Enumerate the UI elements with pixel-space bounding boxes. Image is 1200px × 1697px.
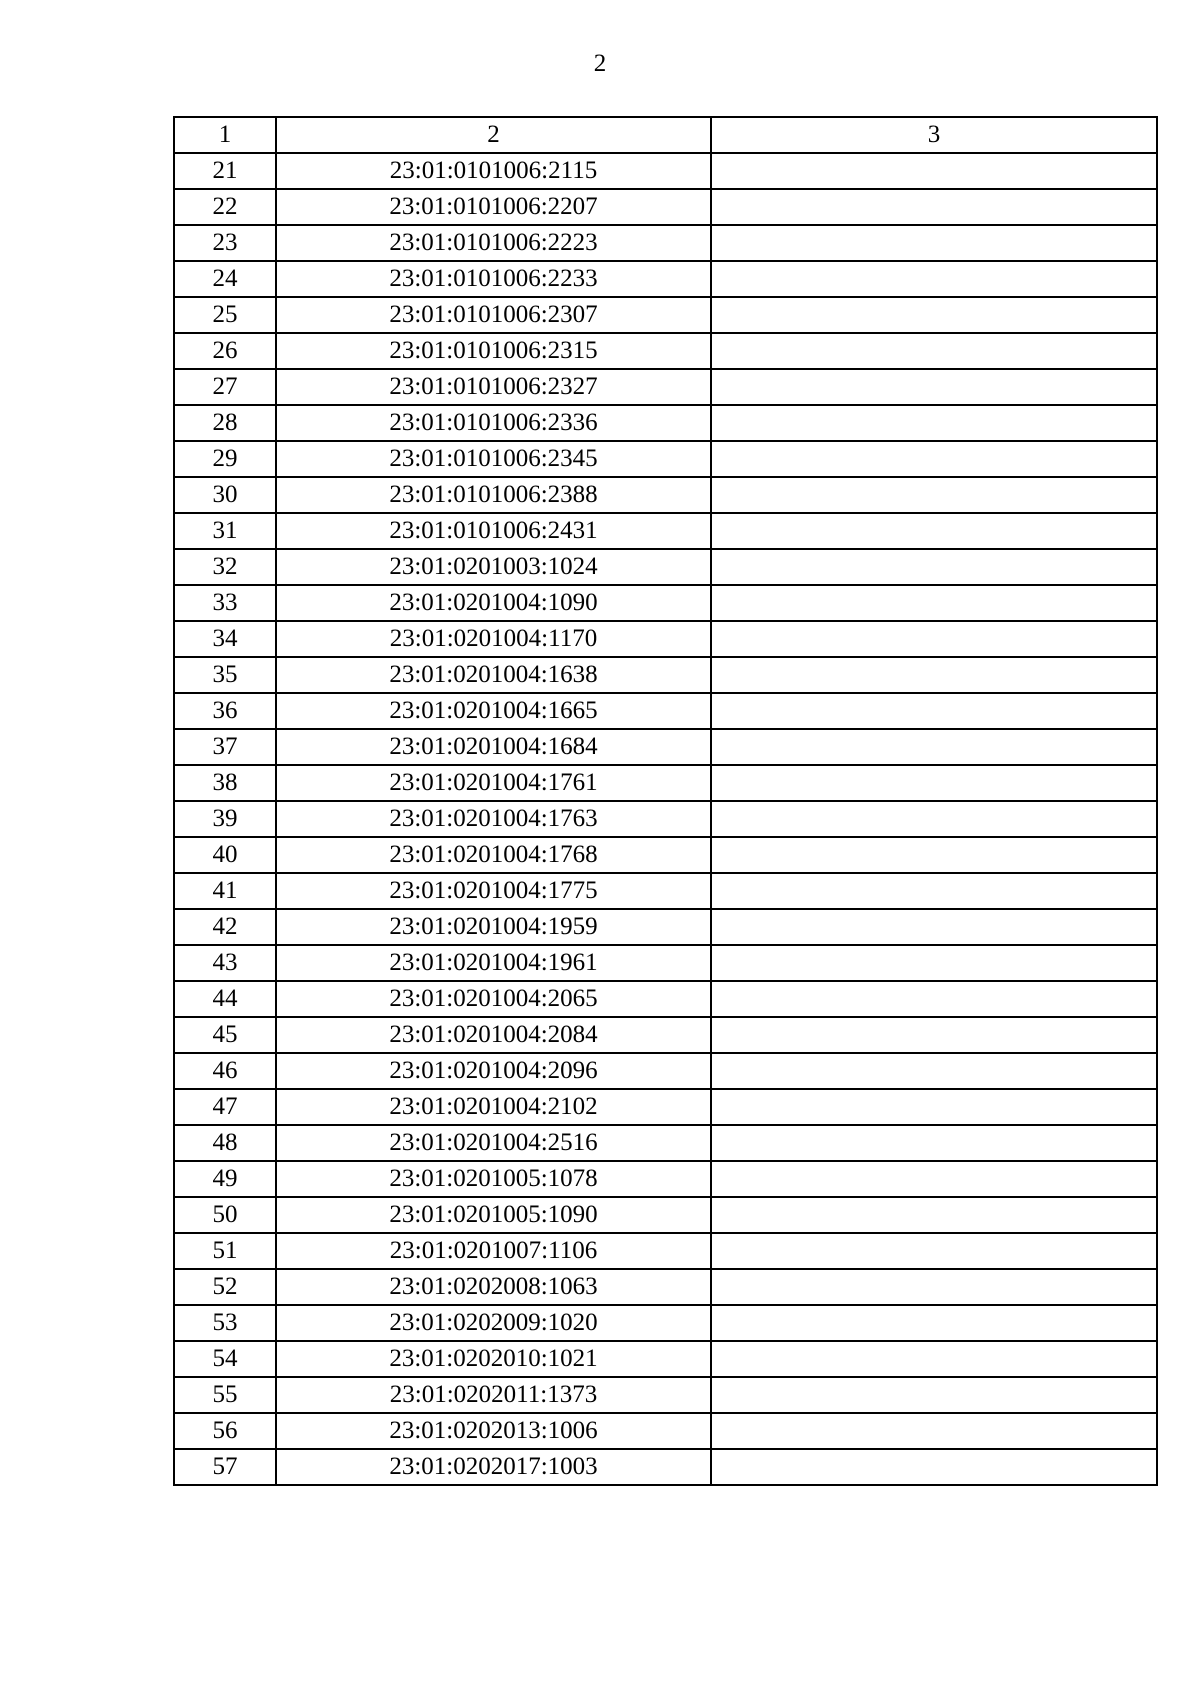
table-row — [174, 1089, 1157, 1125]
row-number-cell: 50 — [174, 1197, 276, 1233]
row-number-cell: 56 — [174, 1413, 276, 1449]
table-row — [174, 441, 1157, 477]
table-row — [174, 981, 1157, 1017]
row-number-cell: 38 — [174, 765, 276, 801]
cadastral-number-cell: 23:01:0201004:2516 — [276, 1125, 711, 1161]
cadastral-number-cell: 23:01:0201004:1684 — [276, 729, 711, 765]
table-row — [174, 1233, 1157, 1269]
empty-cell — [711, 765, 1157, 801]
table-row — [174, 801, 1157, 837]
table-row — [174, 333, 1157, 369]
cadastral-number-cell: 23:01:0101006:2233 — [276, 261, 711, 297]
empty-cell — [711, 153, 1157, 189]
cadastral-number-cell: 23:01:0201004:1761 — [276, 765, 711, 801]
row-number-cell: 42 — [174, 909, 276, 945]
cadastral-number-cell: 23:01:0202009:1020 — [276, 1305, 711, 1341]
row-number-cell: 40 — [174, 837, 276, 873]
cadastral-number-cell: 23:01:0101006:2388 — [276, 477, 711, 513]
table-row — [174, 369, 1157, 405]
empty-cell — [711, 441, 1157, 477]
empty-cell — [711, 405, 1157, 441]
table-row — [174, 909, 1157, 945]
row-number-cell: 52 — [174, 1269, 276, 1305]
table-row — [174, 153, 1157, 189]
empty-cell — [711, 1125, 1157, 1161]
table-row — [174, 837, 1157, 873]
empty-cell — [711, 801, 1157, 837]
empty-cell — [711, 729, 1157, 765]
cadastral-number-cell: 23:01:0201005:1090 — [276, 1197, 711, 1233]
empty-cell — [711, 297, 1157, 333]
cadastral-number-cell: 23:01:0201004:1763 — [276, 801, 711, 837]
empty-cell — [711, 369, 1157, 405]
row-number-cell: 49 — [174, 1161, 276, 1197]
row-number-cell: 53 — [174, 1305, 276, 1341]
row-number-cell: 33 — [174, 585, 276, 621]
cadastral-number-cell: 23:01:0201004:1170 — [276, 621, 711, 657]
row-number-cell: 46 — [174, 1053, 276, 1089]
table-row — [174, 1341, 1157, 1377]
table-row — [174, 621, 1157, 657]
row-number-cell: 47 — [174, 1089, 276, 1125]
empty-cell — [711, 693, 1157, 729]
table-row — [174, 1125, 1157, 1161]
empty-cell — [711, 261, 1157, 297]
table-row — [174, 477, 1157, 513]
table-row — [174, 1269, 1157, 1305]
table-row — [174, 1449, 1157, 1485]
empty-cell — [711, 1017, 1157, 1053]
cadastral-number-cell: 23:01:0201004:2065 — [276, 981, 711, 1017]
empty-cell — [711, 225, 1157, 261]
empty-cell — [711, 1377, 1157, 1413]
empty-cell — [711, 477, 1157, 513]
empty-cell — [711, 837, 1157, 873]
table-row — [174, 513, 1157, 549]
cadastral-number-cell: 23:01:0202008:1063 — [276, 1269, 711, 1305]
table-row — [174, 1377, 1157, 1413]
cadastral-number-cell: 23:01:0202011:1373 — [276, 1377, 711, 1413]
row-number-cell: 29 — [174, 441, 276, 477]
row-number-cell: 31 — [174, 513, 276, 549]
cadastral-number-cell: 23:01:0201004:2102 — [276, 1089, 711, 1125]
row-number-cell: 34 — [174, 621, 276, 657]
empty-cell — [711, 189, 1157, 225]
row-number-cell: 25 — [174, 297, 276, 333]
cadastral-number-cell: 23:01:0101006:2115 — [276, 153, 711, 189]
cadastral-number-cell: 23:01:0201005:1078 — [276, 1161, 711, 1197]
table-row — [174, 189, 1157, 225]
header-cell-column-1: 1 — [174, 117, 276, 153]
cadastral-number-cell: 23:01:0201004:1768 — [276, 837, 711, 873]
cadastral-number-cell: 23:01:0201004:1665 — [276, 693, 711, 729]
row-number-cell: 23 — [174, 225, 276, 261]
header-cell-column-2: 2 — [276, 117, 711, 153]
table-row — [174, 873, 1157, 909]
row-number-cell: 57 — [174, 1449, 276, 1485]
table-row — [174, 945, 1157, 981]
page-number: 2 — [593, 50, 607, 77]
table-row — [174, 765, 1157, 801]
table-row — [174, 657, 1157, 693]
row-number-cell: 44 — [174, 981, 276, 1017]
table-body — [174, 117, 1157, 1485]
row-number-cell: 28 — [174, 405, 276, 441]
row-number-cell: 45 — [174, 1017, 276, 1053]
cadastral-number-cell: 23:01:0202017:1003 — [276, 1449, 711, 1485]
table-row — [174, 1161, 1157, 1197]
cadastral-number-cell: 23:01:0201004:1090 — [276, 585, 711, 621]
table-row — [174, 1413, 1157, 1449]
row-number-cell: 35 — [174, 657, 276, 693]
table-row — [174, 297, 1157, 333]
cadastral-number-cell: 23:01:0101006:2223 — [276, 225, 711, 261]
table-row — [174, 1197, 1157, 1233]
row-number-cell: 48 — [174, 1125, 276, 1161]
table-row — [174, 1053, 1157, 1089]
table-row — [174, 549, 1157, 585]
row-number-cell: 39 — [174, 801, 276, 837]
row-number-cell: 27 — [174, 369, 276, 405]
empty-cell — [711, 1269, 1157, 1305]
cadastral-number-cell: 23:01:0202013:1006 — [276, 1413, 711, 1449]
row-number-cell: 26 — [174, 333, 276, 369]
row-number-cell: 55 — [174, 1377, 276, 1413]
empty-cell — [711, 1161, 1157, 1197]
empty-cell — [711, 657, 1157, 693]
table-row — [174, 1305, 1157, 1341]
empty-cell — [711, 1413, 1157, 1449]
cadastral-number-cell: 23:01:0201004:1959 — [276, 909, 711, 945]
empty-cell — [711, 1449, 1157, 1485]
table-row — [174, 225, 1157, 261]
row-number-cell: 41 — [174, 873, 276, 909]
row-number-cell: 30 — [174, 477, 276, 513]
cadastral-number-cell: 23:01:0101006:2345 — [276, 441, 711, 477]
cadastral-number-cell: 23:01:0201003:1024 — [276, 549, 711, 585]
cadastral-number-cell: 23:01:0101006:2431 — [276, 513, 711, 549]
table-row — [174, 405, 1157, 441]
table-header-row — [174, 117, 1157, 153]
table-row — [174, 585, 1157, 621]
table-row — [174, 729, 1157, 765]
empty-cell — [711, 1089, 1157, 1125]
row-number-cell: 54 — [174, 1341, 276, 1377]
cadastral-number-cell: 23:01:0201007:1106 — [276, 1233, 711, 1269]
empty-cell — [711, 909, 1157, 945]
cadastral-number-cell: 23:01:0101006:2315 — [276, 333, 711, 369]
empty-cell — [711, 945, 1157, 981]
empty-cell — [711, 1233, 1157, 1269]
empty-cell — [711, 981, 1157, 1017]
cadastral-number-cell: 23:01:0101006:2307 — [276, 297, 711, 333]
cadastral-number-cell: 23:01:0201004:1961 — [276, 945, 711, 981]
row-number-cell: 21 — [174, 153, 276, 189]
row-number-cell: 51 — [174, 1233, 276, 1269]
row-number-cell: 32 — [174, 549, 276, 585]
cadastral-number-cell: 23:01:0101006:2327 — [276, 369, 711, 405]
table-row — [174, 1017, 1157, 1053]
empty-cell — [711, 549, 1157, 585]
empty-cell — [711, 333, 1157, 369]
empty-cell — [711, 1197, 1157, 1233]
cadastral-number-table — [173, 116, 1158, 1486]
row-number-cell: 36 — [174, 693, 276, 729]
empty-cell — [711, 621, 1157, 657]
empty-cell — [711, 513, 1157, 549]
empty-cell — [711, 873, 1157, 909]
row-number-cell: 22 — [174, 189, 276, 225]
row-number-cell: 24 — [174, 261, 276, 297]
cadastral-number-cell: 23:01:0201004:1638 — [276, 657, 711, 693]
empty-cell — [711, 1305, 1157, 1341]
empty-cell — [711, 585, 1157, 621]
row-number-cell: 43 — [174, 945, 276, 981]
cadastral-number-cell: 23:01:0202010:1021 — [276, 1341, 711, 1377]
empty-cell — [711, 1341, 1157, 1377]
cadastral-number-cell: 23:01:0201004:1775 — [276, 873, 711, 909]
cadastral-number-cell: 23:01:0201004:2096 — [276, 1053, 711, 1089]
empty-cell — [711, 1053, 1157, 1089]
table-row — [174, 693, 1157, 729]
cadastral-number-cell: 23:01:0101006:2336 — [276, 405, 711, 441]
cadastral-number-cell: 23:01:0201004:2084 — [276, 1017, 711, 1053]
row-number-cell: 37 — [174, 729, 276, 765]
cadastral-number-cell: 23:01:0101006:2207 — [276, 189, 711, 225]
table-row — [174, 261, 1157, 297]
header-cell-column-3: 3 — [711, 117, 1157, 153]
